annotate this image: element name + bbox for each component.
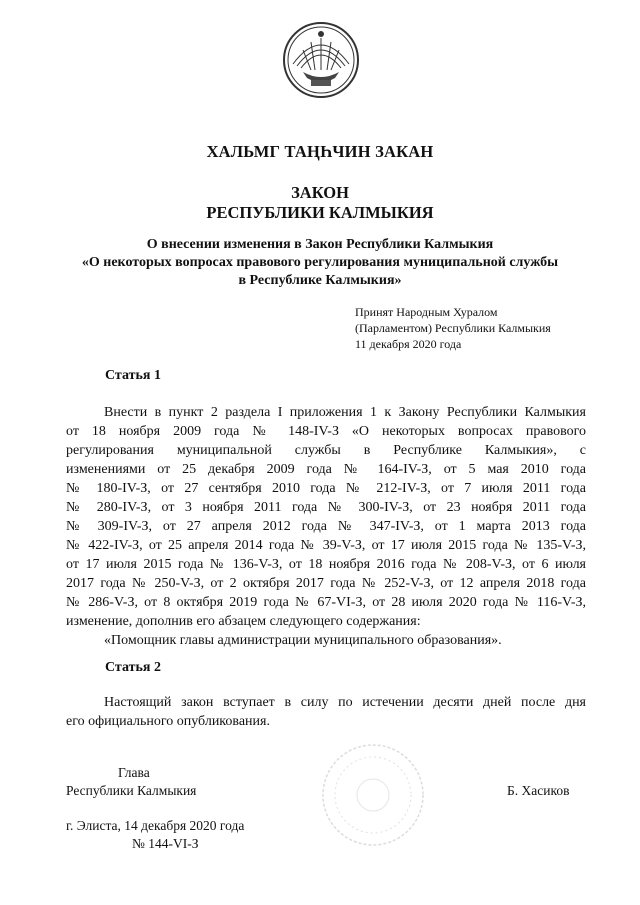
law-heading: ЗАКОН [291, 183, 349, 202]
body-line: № 286-V-З, от 8 октября 2019 года № 67-VI-З, от 28 июля 2020 года № 116-V-З, [66, 595, 586, 610]
law-title-line: «О некоторых вопросах правового регулирования муниципальной службы [81, 255, 559, 270]
place-and-date: г. Элиста, 14 декабря 2020 года [66, 818, 245, 833]
law-title [0, 236, 640, 290]
body-line: от 18 ноября 2009 года № 148-IV-З «О некоторых вопросах правового [66, 424, 586, 439]
body-line: его официального опубликования. [66, 714, 270, 729]
body-line: регулирования муниципальной службы в Республике Калмыкия», с [66, 443, 586, 458]
body-line: Внести в пункт 2 раздела I приложения 1 к Закону Республики Калмыкия [104, 405, 586, 420]
law-number: № 144-VI-З [132, 836, 199, 851]
kalmykia-emblem-icon [281, 20, 361, 100]
adoption-line: Принят Народным Хуралом [355, 305, 498, 319]
body-line: от 17 июля 2015 года № 136-V-З, от 18 ноября 2016 года № 208-V-З, от 6 июля [66, 557, 586, 572]
body-line: № 180-IV-З, от 27 сентября 2010 года № 212-IV-З, от 7 июля 2011 года [66, 481, 586, 496]
republic-heading: РЕСПУБЛИКИ КАЛМЫКИЯ [206, 203, 434, 222]
kalmyk-title: ХАЛЬМГ ТАҢҺЧИН ЗАКАН [206, 142, 434, 161]
article-2-heading: Статья 2 [105, 660, 161, 675]
body-line: изменение, дополнив его абзацем следующего содержания: [66, 614, 421, 629]
body-line: № 280-IV-З, от 3 ноября 2011 года № 300-IV-З, от 23 ноября 2011 года [66, 500, 586, 515]
signatory-name: Б. Хасиков [507, 783, 570, 798]
body-line: 2017 года № 250-V-З, от 2 октября 2017 года № 252-V-З, от 12 апреля 2018 года [66, 576, 586, 591]
adoption-note [355, 304, 551, 352]
body-line: изменениями от 25 декабря 2009 года № 164-IV-З, от 5 мая 2010 года [66, 462, 586, 477]
adoption-line: 11 декабря 2020 года [355, 337, 462, 351]
official-stamp-icon [318, 740, 428, 850]
law-title-line: в Республике Калмыкия» [238, 273, 402, 288]
law-title-line: О внесении изменения в Закон Республики Калмыкия [146, 237, 494, 252]
article-1-body [66, 403, 586, 650]
signatory-position: Глава [118, 765, 150, 780]
article-2-body [66, 693, 586, 731]
article-1-heading: Статья 1 [105, 368, 161, 383]
adoption-line: (Парламентом) Республики Калмыкия [355, 321, 551, 335]
body-line: № 309-IV-З, от 27 апреля 2012 года № 347-IV-З, от 1 марта 2013 года [66, 519, 586, 534]
signatory-region: Республики Калмыкия [66, 783, 197, 798]
body-line: Настоящий закон вступает в силу по истечении десяти дней после дня [104, 695, 586, 710]
amendment-quote: «Помощник главы администрации муниципального образования». [104, 633, 502, 648]
body-line: № 422-IV-З, от 25 апреля 2014 года № 39-V-З, от 17 июля 2015 года № 135-V-З, [66, 538, 586, 553]
